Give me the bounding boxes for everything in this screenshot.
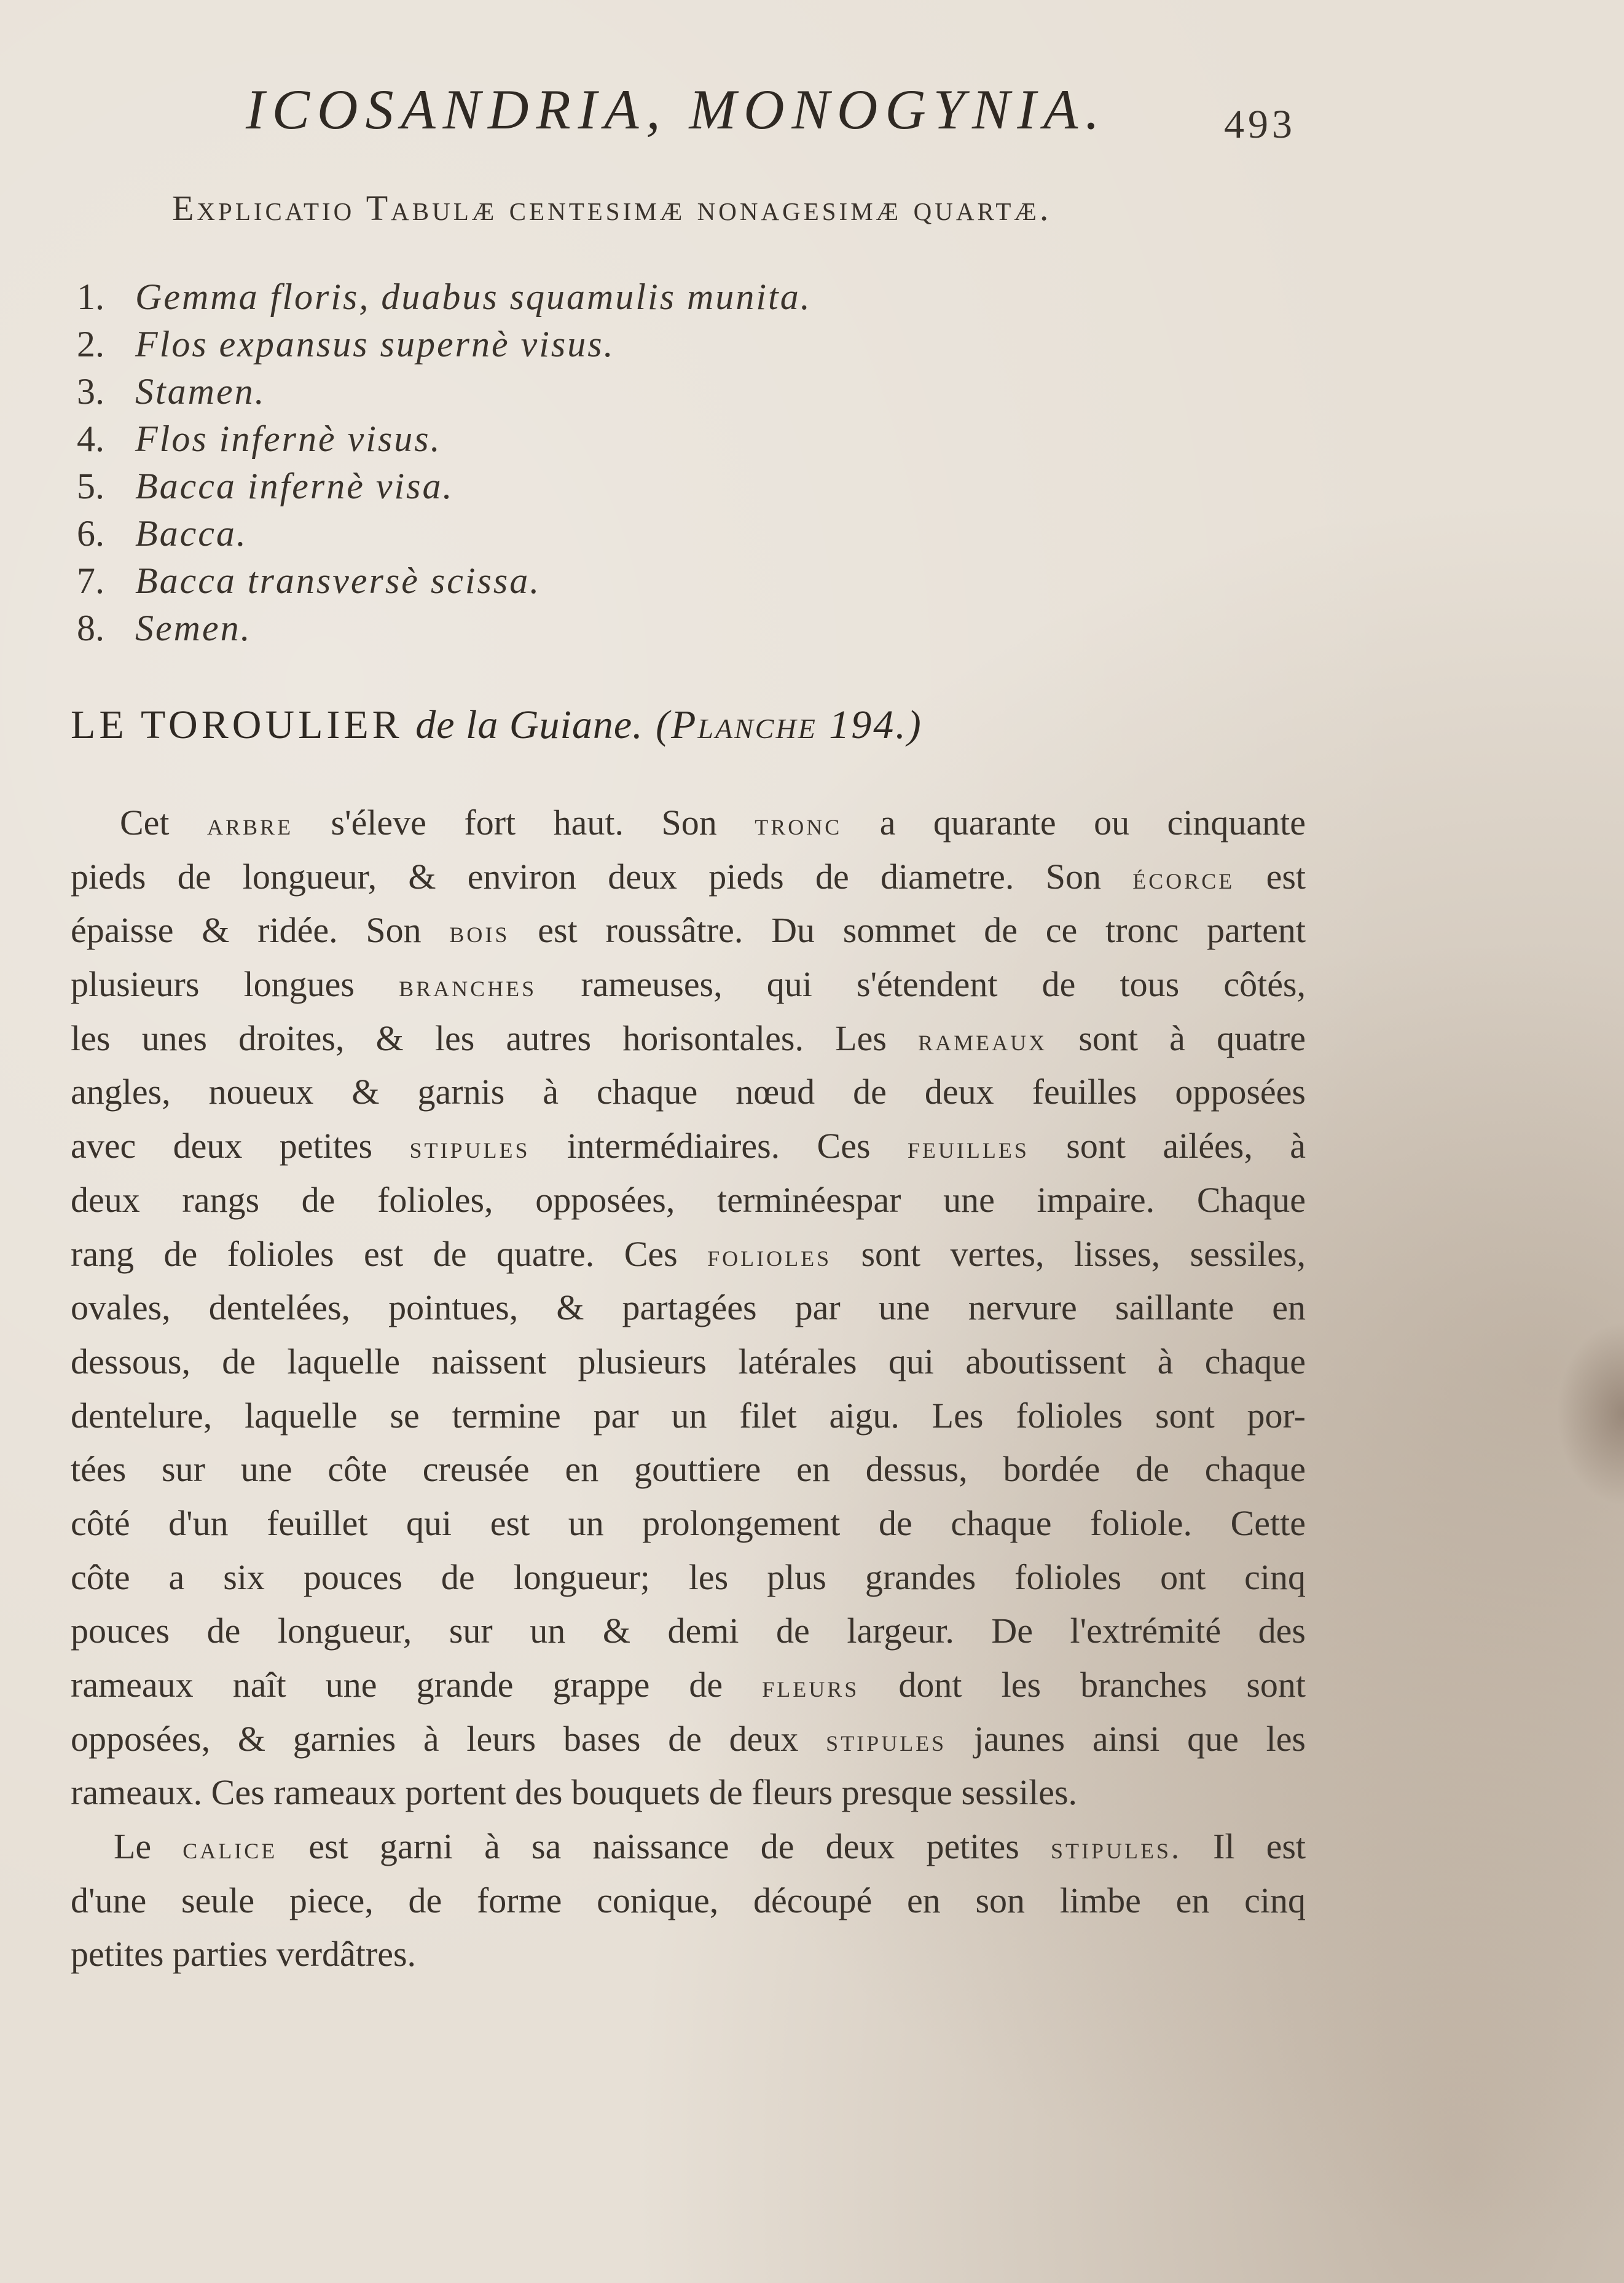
term: branches xyxy=(399,969,537,1004)
page-number: 493 xyxy=(1224,102,1296,147)
text-line: plusieurs longues branches rameuses, qui s'étendent de tous côtés, xyxy=(71,964,1306,1005)
term: stipules xyxy=(409,1130,530,1166)
term: tronc xyxy=(755,807,842,842)
text-line: ovales, dentelées, pointues, & partagées par une nervure saillante en xyxy=(71,1287,1306,1328)
legend-text: Semen. xyxy=(135,608,252,648)
legend-text: Flos expansus supernè visus. xyxy=(135,324,615,364)
legend-item xyxy=(77,415,812,463)
legend-number: 6. xyxy=(77,513,104,554)
term: folioles xyxy=(707,1238,832,1273)
text-line: petites parties verdâtres. xyxy=(71,1934,417,1975)
text-line: tées sur une côte creusée en gouttiere en dessus, bordée de chaque xyxy=(71,1449,1306,1490)
text-line: épaisse & ridée. Son bois est roussâtre. Du sommet de ce tronc partent xyxy=(71,910,1306,951)
legend-text: Bacca transversè scissa. xyxy=(135,560,541,601)
legend-number: 3. xyxy=(77,371,104,412)
term: stipules. xyxy=(1050,1831,1182,1866)
term: calice xyxy=(182,1831,278,1866)
term: bois xyxy=(449,914,510,950)
legend-number: 7. xyxy=(77,560,104,601)
legend-text: Stamen. xyxy=(135,371,266,412)
text-line: avec deux petites stipules intermédiaires. Ces feuilles sont ailées, à xyxy=(71,1126,1306,1166)
section-heading-locality: de la Guiane. xyxy=(415,702,643,747)
section-heading-name: LE TOROULIER xyxy=(71,702,403,747)
term: rameaux xyxy=(918,1022,1048,1058)
legend-item xyxy=(77,605,812,652)
legend-item xyxy=(77,510,812,557)
text-line: angles, noueux & garnis à chaque nœud de deux feuilles opposées xyxy=(71,1072,1306,1112)
plate-legend xyxy=(77,273,812,652)
term: écorce xyxy=(1132,860,1235,896)
section-heading-plate: (Planche 194.) xyxy=(656,702,923,747)
text-line: dessous, de laquelle naissent plusieurs latérales qui aboutissent à chaque xyxy=(71,1341,1306,1381)
section-heading xyxy=(71,702,923,749)
text-line: rameaux. Ces rameaux portent des bouquets de fleurs presque sessiles. xyxy=(71,1772,1078,1813)
legend-item xyxy=(77,463,812,510)
legend-number: 8. xyxy=(77,608,104,648)
legend-item xyxy=(77,368,812,415)
text-line: les unes droites, & les autres horisontales. Les rameaux sont à quatre xyxy=(71,1018,1306,1058)
legend-item xyxy=(77,557,812,605)
running-head: ICOSANDRIA, MONOGYNIA. xyxy=(246,78,1107,141)
legend-text: Flos infernè visus. xyxy=(135,418,442,459)
text-line: côte a six pouces de longueur; les plus grandes folioles ont cinq xyxy=(71,1557,1306,1597)
text-line: Cet arbre s'éleve fort haut. Son tronc a quarante ou cinquante xyxy=(120,803,1306,843)
legend-number: 1. xyxy=(77,277,104,317)
legend-number: 4. xyxy=(77,418,104,459)
text-line: deux rangs de folioles, opposées, terminéespar une impaire. Chaque xyxy=(71,1179,1306,1220)
text-line: dentelure, laquelle se termine par un filet aigu. Les folioles sont por- xyxy=(71,1395,1306,1436)
text-line: Le calice est garni à sa naissance de deux petites stipules. Il est xyxy=(114,1826,1306,1867)
text-line: côté d'un feuillet qui est un prolongement de chaque foliole. Cette xyxy=(71,1503,1306,1543)
term: arbre xyxy=(207,807,294,842)
text-line: rang de folioles est de quatre. Ces folioles sont vertes, lisses, sessiles, xyxy=(71,1233,1306,1274)
legend-text: Bacca infernè visa. xyxy=(135,466,454,506)
description-text xyxy=(71,796,1306,1981)
text-line: rameaux naît une grande grappe de fleurs dont les branches sont xyxy=(71,1665,1306,1705)
term: feuilles xyxy=(907,1130,1029,1166)
paper-stain xyxy=(1556,1321,1624,1506)
legend-text: Bacca. xyxy=(135,513,248,554)
legend-item xyxy=(77,273,812,321)
legend-number: 5. xyxy=(77,466,104,506)
legend-number: 2. xyxy=(77,324,104,364)
legend-text: Gemma floris, duabus squamulis munita. xyxy=(135,277,812,317)
text-line: d'une seule piece, de forme conique, découpé en son limbe en cinq xyxy=(71,1880,1306,1920)
legend-item xyxy=(77,321,812,368)
text-line: opposées, & garnies à leurs bases de deux stipules jaunes ainsi que les xyxy=(71,1718,1306,1759)
term: fleurs xyxy=(762,1669,860,1704)
term: stipules xyxy=(826,1723,947,1758)
text-line: pouces de longueur, sur un & demi de largeur. De l'extrémité des xyxy=(71,1611,1306,1651)
text-line: pieds de longueur, & environ deux pieds de diametre. Son écorce est xyxy=(71,856,1306,897)
plate-explanation-title: Explicatio Tabulæ centesimæ nonagesimæ quartæ. xyxy=(172,188,1052,228)
